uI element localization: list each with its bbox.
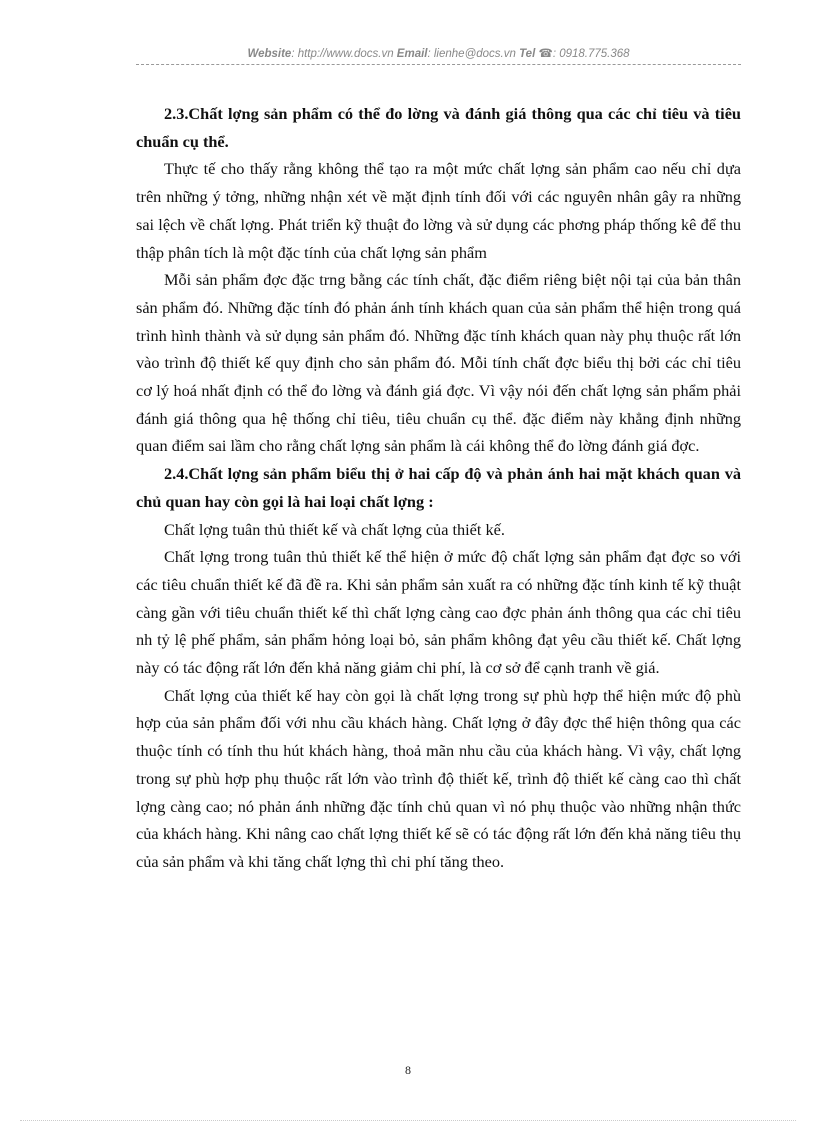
website-label: Website (247, 48, 292, 60)
page-header (136, 46, 741, 60)
paragraph: Mỗi sản phẩm đợc đặc trng bằng các tính chất, đặc điểm riêng biệt nội tại của bản thân sản phẩm đó. Những đặc tính đó phản ánh tính khách quan của sản phẩm thể hiện trong quá trình hình thành và sử dụng sản phẩm đó. Những đặc tính khách quan này phụ thuộc rất lớn vào trình độ thiết kế quy định cho sản phẩm đó. Mỗi tính chất đợc biểu thị bởi các chỉ tiêu cơ lý hoá nhất định có thể đo lờng và đánh giá đợc. Vì vậy nói đến chất lợng sản phẩm phải đánh giá thông qua hệ thống chỉ tiêu, tiêu chuẩn cụ thể. đặc điểm này khẳng định những quan điểm sai lầm cho rằng chất lợng sản phẩm là cái không thể đo lờng đánh giá đợc. (136, 270, 741, 456)
paragraph: Chất lợng trong tuân thủ thiết kế thể hiện ở mức độ chất lợng sản phẩm đạt đợc so với các tiêu chuẩn thiết kế đã đề ra. Khi sản phẩm sản xuất ra có những đặc tính kinh tế kỹ thuật càng gần với tiêu chuẩn thiết kế thì chất lợng càng cao đợc phản ánh thông qua các chỉ tiêu nh tỷ lệ phế phẩm, sản phẩm hỏng loại bỏ, sản phẩm không đạt yêu cầu thiết kế. Chất lợng này có tác động rất lớn đến khả năng giảm chi phí, là cơ sở để cạnh tranh về giá. (136, 547, 741, 678)
paragraph: Thực tế cho thấy rằng không thể tạo ra một mức chất lợng sản phẩm cao nếu chỉ dựa trên những ý tởng, những nhận xét về mặt định tính đối với các nguyên nhân gây ra những sai lệch về chất lợng. Phát triển kỹ thuật đo lờng và sử dụng các phơng pháp thống kê để thu thập phân tích là một đặc tính của chất lợng sản phẩm (136, 159, 741, 262)
tel-value: : 0918.775.368 (552, 48, 630, 60)
email-value[interactable]: : lienhe@docs.vn (427, 48, 516, 60)
tel-label: Tel (519, 48, 536, 60)
website-value[interactable]: : http://www.docs.vn (291, 48, 394, 60)
phone-icon: ☎ (538, 48, 553, 60)
section-heading-2-4: 2.4.Chất lợng sản phẩm biểu thị ở hai cấp độ và phản ánh hai mặt khách quan và chủ quan hay còn gọi là hai loại chất lợng : (136, 464, 741, 511)
header-divider (136, 64, 741, 65)
paragraph: Chất lợng của thiết kế hay còn gọi là chất lợng trong sự phù hợp thể hiện mức độ phù hợp của sản phẩm đối với nhu cầu khách hàng. Chất lợng ở đây đợc thể hiện thông qua các thuộc tính có tính thu hút khách hàng, thoả mãn nhu cầu của khách hàng. Vì vậy, chất lợng trong sự phù hợp phụ thuộc rất lớn vào trình độ thiết kế, trình độ thiết kế càng cao thì chất lợng càng cao; nó phản ánh những đặc tính chủ quan vì nó phụ thuộc vào những nhận thức của khách hàng. Khi nâng cao chất lợng thiết kế sẽ có tác động rất lớn đến khả năng tiêu thụ của sản phẩm và khi tăng chất lợng thì chi phí tăng theo. (136, 685, 741, 871)
section-heading-2-3: 2.3.Chất lợng sản phẩm có thể đo lờng và đánh giá thông qua các chỉ tiêu và tiêu chuẩn cụ thể. (136, 104, 741, 151)
document-body (136, 100, 741, 876)
page-number: 8 (405, 1063, 411, 1077)
paragraph: Chất lợng tuân thủ thiết kế và chất lợng của thiết kế. (164, 519, 505, 539)
email-label: Email (396, 48, 428, 60)
footer-divider (20, 1120, 796, 1121)
